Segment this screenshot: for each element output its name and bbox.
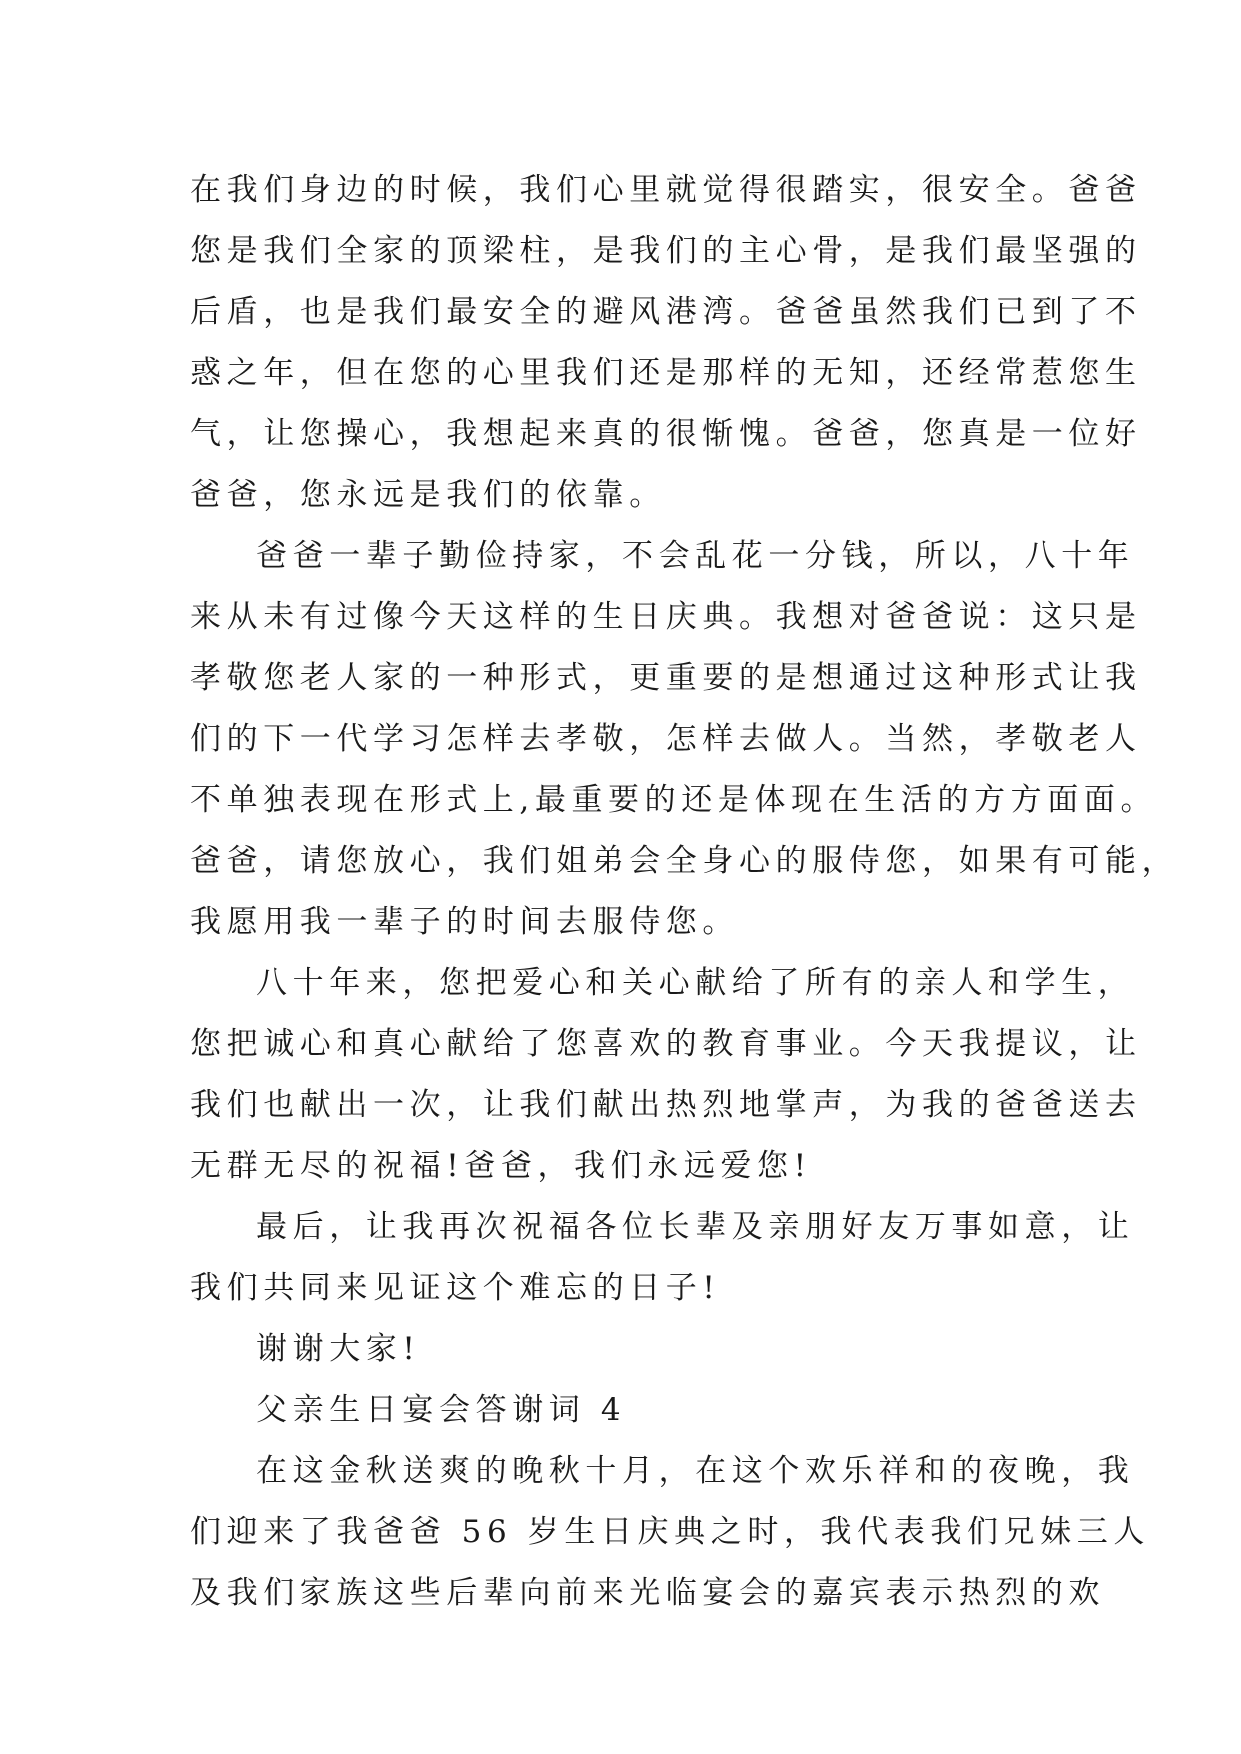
section-heading: 父亲生日宴会答谢词 4 — [256, 1392, 627, 1428]
text-line: 们的下一代学习怎样去孝敬，怎样去做人。当然，孝敬老人 — [190, 721, 1142, 757]
text-line: 及我们家族这些后辈向前来光临宴会的嘉宾表示热烈的欢 — [190, 1575, 1105, 1611]
text-line: 爸爸，请您放心，我们姐弟会全身心的服侍您，如果有可能， — [190, 843, 1179, 879]
text-line: 我们共同来见证这个难忘的日子! — [190, 1270, 721, 1306]
text-line: 您是我们全家的顶梁柱，是我们的主心骨，是我们最坚强的 — [190, 233, 1142, 269]
thanks-line: 谢谢大家! — [256, 1331, 421, 1367]
text-line: 爸爸，您永远是我们的依靠。 — [190, 477, 666, 513]
paragraph-start-line: 八十年来，您把爱心和关心献给了所有的亲人和学生， — [256, 965, 1135, 1001]
paragraph-start-line: 爸爸一辈子勤俭持家，不会乱花一分钱，所以，八十年 — [256, 538, 1135, 574]
text-line: 气，让您操心，我想起来真的很惭愧。爸爸，您真是一位好 — [190, 416, 1142, 452]
paragraph-start-line: 最后，让我再次祝福各位长辈及亲朋好友万事如意，让 — [256, 1209, 1135, 1245]
text-line: 们迎来了我爸爸 56 岁生日庆典之时，我代表我们兄妹三人 — [190, 1514, 1150, 1550]
text-line: 后盾，也是我们最安全的避风港湾。爸爸虽然我们已到了不 — [190, 294, 1142, 330]
text-line: 不单独表现在形式上,最重要的还是体现在生活的方方面面。 — [190, 782, 1158, 818]
text-line: 在我们身边的时候，我们心里就觉得很踏实，很安全。爸爸 — [190, 172, 1142, 208]
paragraph-start-line: 在这金秋送爽的晚秋十月，在这个欢乐祥和的夜晚，我 — [256, 1453, 1135, 1489]
text-line: 我们也献出一次，让我们献出热烈地掌声，为我的爸爸送去 — [190, 1087, 1142, 1123]
text-line: 我愿用我一辈子的时间去服侍您。 — [190, 904, 739, 940]
text-line: 您把诚心和真心献给了您喜欢的教育事业。今天我提议，让 — [190, 1026, 1142, 1062]
text-line: 无群无尽的祝福!爸爸，我们永远爱您! — [190, 1148, 812, 1184]
text-line: 孝敬您老人家的一种形式，更重要的是想通过这种形式让我 — [190, 660, 1142, 696]
text-line: 惑之年，但在您的心里我们还是那样的无知，还经常惹您生 — [190, 355, 1142, 391]
document-body — [190, 160, 1179, 1624]
text-line: 来从未有过像今天这样的生日庆典。我想对爸爸说：这只是 — [190, 599, 1142, 635]
